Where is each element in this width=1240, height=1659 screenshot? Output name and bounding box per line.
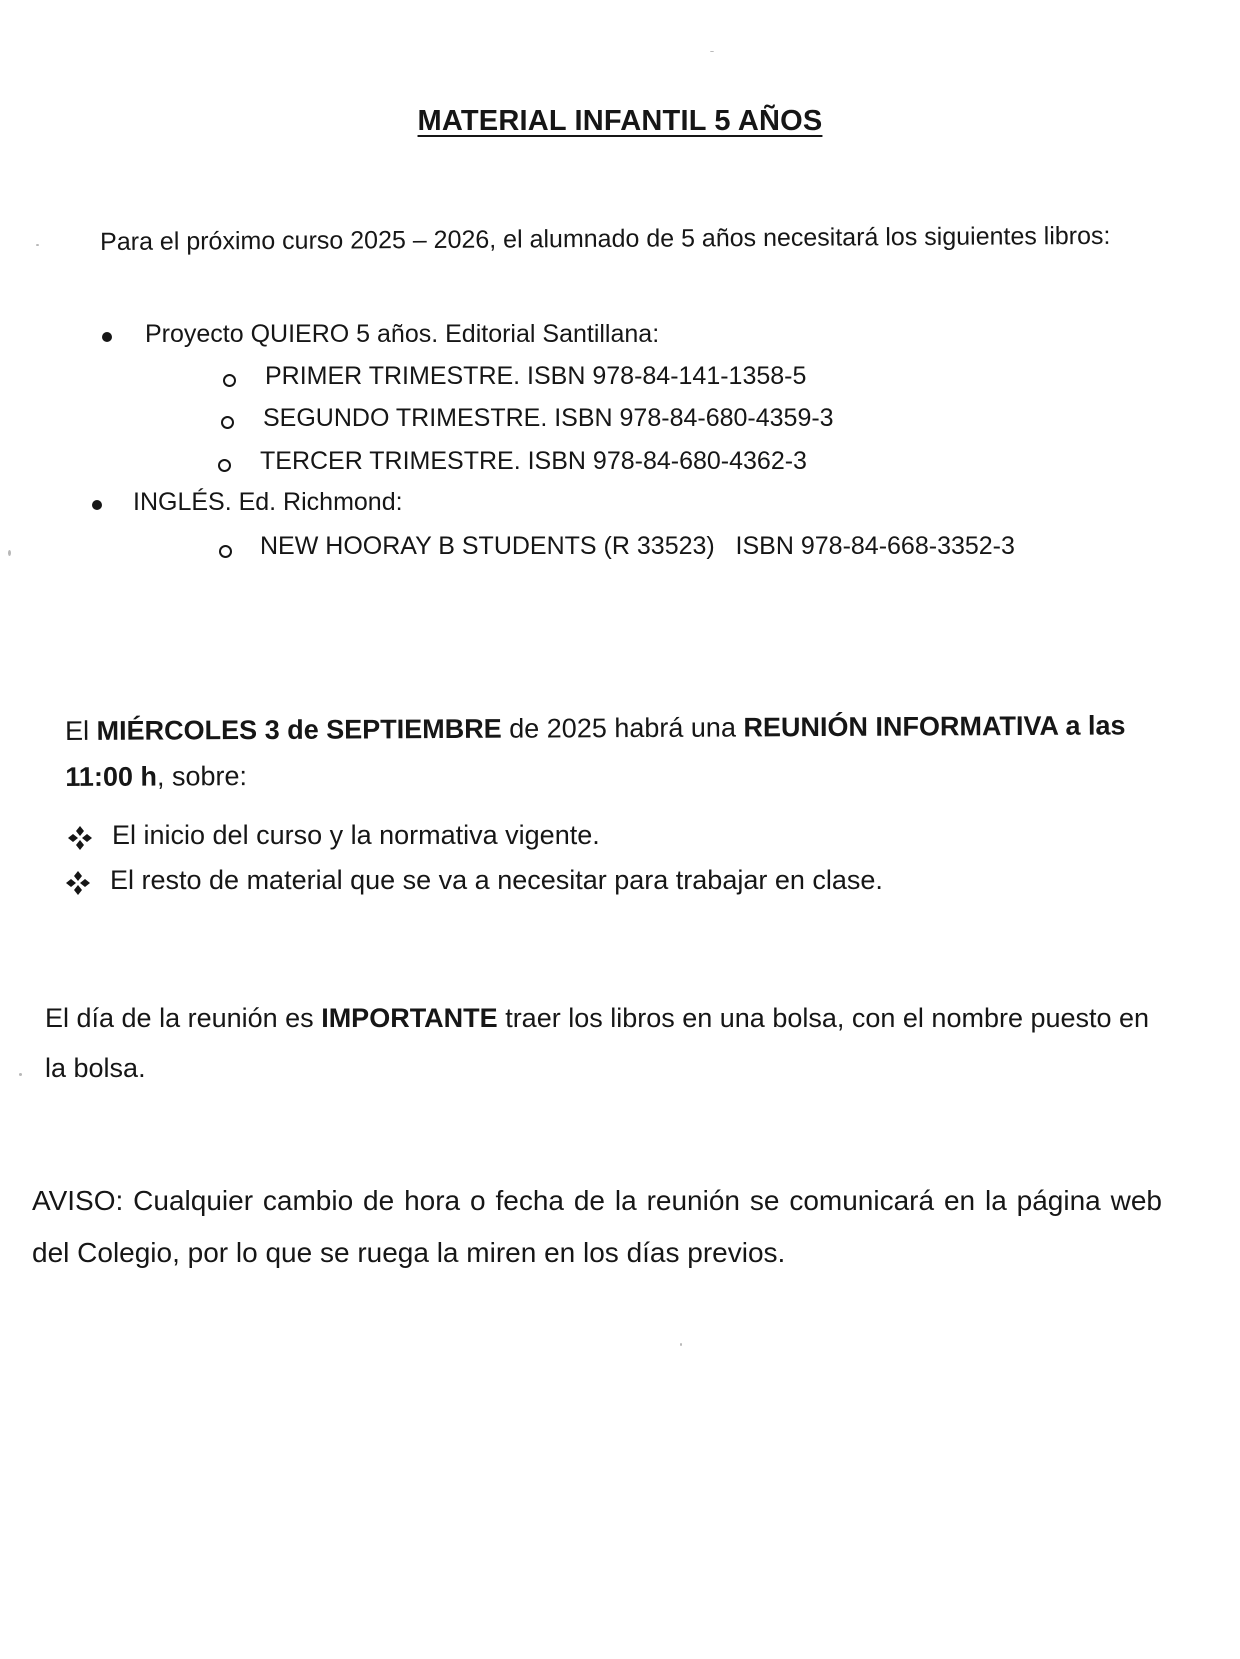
scan-speck (710, 51, 714, 52)
important-text: traer los libros en una bolsa, con el nombre puesto en la bolsa. (45, 1003, 1150, 1083)
circle-bullet-icon (221, 416, 234, 429)
notice-paragraph: AVISO: Cualquier cambio de hora o fecha de la reunión se comunicará en la página web del Colegio, por lo que se ruega la miren en los días previos. (32, 1185, 1162, 1268)
book-item: PRIMER TRIMESTRE. ISBN 978-84-141-1358-5 (265, 362, 807, 390)
bullet-dot-icon (92, 500, 102, 510)
meeting-topic: El inicio del curso y la normativa vigente. (112, 820, 600, 850)
meeting-text: El (65, 715, 97, 746)
book-item: SEGUNDO TRIMESTRE. ISBN 978-84-680-4359-3 (263, 404, 834, 432)
circle-bullet-icon (223, 374, 236, 387)
diamond-bullet-icon (67, 825, 93, 851)
important-text: El día de la reunión es (45, 1003, 322, 1033)
book-item: TERCER TRIMESTRE. ISBN 978-84-680-4362-3 (260, 447, 807, 475)
circle-bullet-icon (219, 545, 232, 558)
book-group-label: INGLÉS. Ed. Richmond: (133, 488, 403, 516)
important-paragraph (45, 993, 1155, 1093)
book-group-label: Proyecto QUIERO 5 años. Editorial Santillana: (145, 320, 660, 348)
meeting-text: de 2025 habrá una (501, 712, 744, 744)
scan-speck (19, 1073, 22, 1076)
book-item: NEW HOORAY B STUDENTS (R 33523) ISBN 978-84-668-3352-3 (260, 532, 1015, 560)
meeting-title-time: REUNIÓN INFORMATIVA a las 11:00 h (65, 710, 1126, 792)
important-emphasis: IMPORTANTE (321, 1003, 498, 1033)
document-title: MATERIAL INFANTIL 5 AÑOS (417, 105, 823, 137)
meeting-date: MIÉRCOLES 3 de SEPTIEMBRE (96, 713, 502, 746)
scan-speck (36, 244, 39, 246)
scan-speck (8, 550, 11, 556)
meeting-topic: El resto de material que se va a necesitar para trabajar en clase. (110, 865, 883, 895)
diamond-bullet-icon (65, 870, 91, 896)
bullet-dot-icon (102, 332, 112, 342)
intro-paragraph: Para el próximo curso 2025 – 2026, el alumnado de 5 años necesitará los siguientes libros: (100, 221, 1111, 256)
circle-bullet-icon (218, 459, 231, 472)
meeting-text: , sobre: (156, 761, 248, 792)
meeting-paragraph (65, 702, 1155, 800)
scan-speck (680, 1343, 682, 1346)
